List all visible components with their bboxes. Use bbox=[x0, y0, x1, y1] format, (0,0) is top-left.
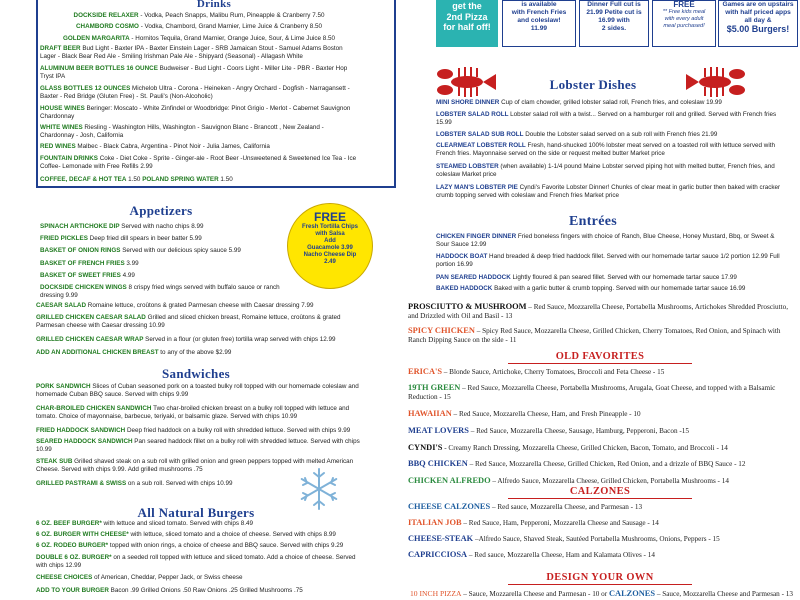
promo-line: all day & bbox=[744, 17, 772, 24]
promo-line: with half priced apps bbox=[725, 9, 791, 16]
right-menu-column bbox=[400, 0, 800, 600]
menu-item bbox=[436, 111, 788, 127]
drink-item bbox=[40, 65, 358, 81]
menu-item-name: FRIED PICKLES bbox=[40, 235, 88, 242]
design-your-own-title: DESIGN YOUR OWN bbox=[546, 572, 654, 583]
drink-name: COFFEE, DECAF & HOT TEA bbox=[40, 176, 127, 183]
pizza-item bbox=[408, 502, 793, 512]
menu-item-name: 6 OZ. RODEO BURGER* bbox=[36, 542, 109, 549]
menu-item-desc: Grilled shaved steak on a sub roll with grilled onion and green peppers topped with melted American Cheese. Served with chips 9.99. Add grilled mushrooms .75 bbox=[36, 458, 354, 474]
drink-item bbox=[40, 143, 358, 151]
drink-desc: - Vodka, Peach Snapps, Malibu Rum, Pineapple & Cranberry 7.50 bbox=[138, 12, 325, 19]
promo-box bbox=[652, 0, 716, 47]
pizza-name: 19TH GREEN bbox=[408, 383, 461, 392]
lobster-dishes-title: Lobster Dishes bbox=[549, 77, 637, 92]
promo-line: is available bbox=[521, 1, 557, 8]
menu-item bbox=[36, 336, 366, 344]
menu-item-name: BAKED HADDOCK bbox=[436, 285, 493, 292]
drink-item bbox=[40, 23, 358, 31]
menu-item bbox=[36, 314, 366, 330]
promo-box bbox=[579, 0, 649, 47]
pizza-name: ERICA'S bbox=[408, 367, 442, 376]
menu-item-name: LOBSTER SALAD SUB ROLL bbox=[436, 131, 524, 138]
menu-item bbox=[40, 247, 290, 255]
menu-item-name: SPINACH ARTICHOKE DIP bbox=[40, 223, 120, 230]
menu-item-name: ADD TO YOUR BURGER bbox=[36, 587, 109, 594]
pizza-name: ITALIAN JOB bbox=[408, 518, 462, 527]
pizza-name: SPICY CHICKEN bbox=[408, 326, 475, 335]
menu-item-name: GRILLED CHICKEN CAESAR SALAD bbox=[36, 314, 146, 321]
pizza-desc: –Alfredo Sauce, Shaved Steak, Sautéed Portabella Mushrooms, Onions, Peppers - 15 bbox=[473, 535, 720, 543]
menu-item-desc: Cyndi's Favorite Lobster Dinner! Chunks of clear meat in garlic butter then baked with cracker crumb topping served with coleslaw and French fries Market price bbox=[436, 184, 781, 200]
menu-item-name: CHAR-BROILED CHICKEN SANDWICH bbox=[36, 405, 152, 412]
drink-name: ALUMINUM BEER BOTTLES 16 OUNCE bbox=[40, 65, 158, 72]
appetizers-title: Appetizers bbox=[129, 203, 193, 218]
promo-box bbox=[436, 0, 498, 47]
menu-item-desc: Fresh, hand-shucked 100% lobster meat served on a toasted roll with lettuce served with French fries. Mayonnaise served on the side or request melted butter Market price bbox=[436, 142, 776, 158]
menu-item-desc: Fried boneless fingers with choice of Ranch, Blue Cheese, Honey Mustard, Bbq, or Sweet & Sour Sauce 12.99 bbox=[436, 233, 775, 249]
pizza-name: CHEESE CALZONES bbox=[408, 502, 491, 511]
menu-item-name: SEARED HADDOCK SANDWICH bbox=[36, 438, 133, 445]
pizza-desc: – Blonde Sauce, Artichoke, Cherry Tomatoes, Broccoli and Feta Cheese - 15 bbox=[441, 368, 665, 376]
menu-item-desc: topped with onion rings, a choice of cheese and BBQ sauce. Served with chips 9.29 bbox=[108, 542, 344, 549]
menu-item-desc: 3.99 bbox=[124, 260, 139, 267]
menu-item bbox=[436, 142, 788, 158]
menu-item-name: 6 OZ. BEEF BURGER* bbox=[36, 520, 102, 527]
menu-item bbox=[40, 235, 290, 243]
menu-item bbox=[436, 285, 788, 293]
promo-line: Games are on upstairs bbox=[722, 1, 794, 8]
drink-name: WHITE WINES bbox=[40, 124, 83, 131]
menu-item bbox=[36, 349, 366, 357]
pizza-name: CHICKEN ALFREDO bbox=[408, 476, 491, 485]
menu-item bbox=[36, 520, 366, 528]
promo-line: 16.99 with bbox=[598, 17, 630, 24]
promo-line: 2 sides. bbox=[601, 25, 627, 32]
drink-name: POLAND SPRING WATER bbox=[142, 176, 219, 183]
drink-desc: Malbec - Black Cabra, Argentina - Pinot Noir - Julia James, California bbox=[75, 143, 270, 150]
menu-item-name: CAESAR SALAD bbox=[36, 302, 87, 309]
menu-item-desc: Lightly floured & pan seared fillet. Served with our homemade tartar sauce 17.99 bbox=[510, 274, 737, 281]
promo-line: 11.99 bbox=[530, 25, 548, 32]
calzones-title: CALZONES bbox=[569, 486, 631, 497]
entrees-title: Entrées bbox=[569, 214, 617, 229]
menu-item bbox=[36, 574, 366, 582]
pizza-desc: – Red Sauce, Mozzarella Cheese, Ham, and Fresh Pineapple - 10 bbox=[451, 410, 641, 418]
menu-item-name: STEAK SUB bbox=[36, 458, 73, 465]
drink-item bbox=[40, 176, 358, 184]
menu-item-desc: Bacon .99 Grilled Onions .50 Raw Onions .25 Grilled Mushrooms .75 bbox=[108, 587, 303, 594]
pizza-size-label: 10 INCH PIZZA bbox=[410, 589, 462, 598]
menu-item-name: DOCKSIDE CHICKEN WINGS bbox=[40, 284, 127, 291]
drinks-title: Drinks bbox=[196, 0, 232, 10]
menu-item-desc: on a seeded roll topped with lettuce and sliced tomato. Add a choice of cheese. Served with chips 12.99 bbox=[36, 554, 356, 570]
menu-item bbox=[36, 438, 366, 454]
menu-item-desc: to any of the above $2.99 bbox=[158, 349, 232, 356]
pizza-item bbox=[408, 409, 793, 419]
promo-line: 2nd Pizza bbox=[446, 11, 488, 22]
promo-line: $5.00 Burgers! bbox=[726, 24, 790, 34]
menu-item-desc: Hand breaded & deep fried haddock fillet. Served with our homemade tartar sauce 1/2 portion 12.99 Full portion 16.99 bbox=[436, 253, 780, 269]
menu-item-name: BASKET OF ONION RINGS bbox=[40, 247, 121, 254]
promo-box bbox=[502, 0, 576, 47]
menu-item-desc: Baked with a garlic butter & crumb topping. Served with our homemade tartar sauce 16.99 bbox=[492, 285, 746, 292]
promo-line: with every adult bbox=[664, 16, 704, 22]
menu-item-name: CHEESE CHOICES bbox=[36, 574, 93, 581]
menu-item bbox=[36, 542, 366, 550]
drink-name: DOCKSIDE RELAXER bbox=[73, 12, 139, 19]
menu-item-name: MINI SHORE DINNER bbox=[436, 99, 500, 106]
menu-item-desc: Slices of Cuban seasoned pork on a toasted bulky roll topped with our homemade coleslaw and homemade Cuban BBQ sauce. Served with chips 9.99 bbox=[36, 383, 359, 399]
menu-item bbox=[36, 587, 366, 595]
pizza-desc: – Red Sauce, Mozzarella Cheese, Portabella Mushrooms, Arugala, Goat Cheese, and topped with a Balsamic Reduction - 15 bbox=[408, 384, 776, 401]
menu-item-desc: Pan seared haddock fillet on a bulky roll with shredded lettuce. Served with chips 10.99 bbox=[36, 438, 360, 454]
menu-item bbox=[40, 284, 290, 300]
design-your-own-rule bbox=[508, 584, 692, 585]
burgers-title: All Natural Burgers bbox=[137, 505, 255, 520]
menu-item bbox=[36, 554, 366, 570]
old-favorites-title: OLD FAVORITES bbox=[555, 351, 645, 362]
drink-name: FOUNTAIN DRINKS bbox=[40, 155, 98, 162]
promo-line: with French Fries bbox=[511, 9, 567, 16]
promo-line: meal purchased! bbox=[663, 23, 705, 29]
pizza-item bbox=[408, 383, 793, 402]
pizza-name: CYNDI'S bbox=[408, 443, 443, 452]
menu-item-name: LAZY MAN'S LOBSTER PIE bbox=[436, 184, 518, 191]
pizza-item bbox=[408, 550, 793, 560]
menu-item-desc: Double the Lobster salad served on a sub roll with French fries 21.99 bbox=[523, 131, 718, 138]
drink-name: GLASS BOTTLES 12 OUNCES bbox=[40, 85, 131, 92]
calzones-desc: – Sauce, Mozzarella Cheese and Parmesan - 13 bbox=[655, 590, 793, 598]
drink-desc: Budweiser - Bud Light - Coors Light - Miller Lite - PBR - Baxter Hop Tryst IPA bbox=[40, 65, 348, 81]
menu-item-desc: Cup of clam chowder, grilled lobster salad roll, French fries, and coleslaw 19.99 bbox=[499, 99, 722, 106]
pizza-name: CHEESE-STEAK bbox=[408, 534, 474, 543]
free-badge-line: Guacamole 3.99 bbox=[307, 245, 353, 251]
pizza-desc: - Creamy Ranch Dressing, Mozzarella Cheese, Grilled Chicken, Bacon, Tomato, and Broccoli - 14 bbox=[442, 444, 728, 452]
menu-item-name: CHICKEN FINGER DINNER bbox=[436, 233, 517, 240]
lobster-icon bbox=[430, 62, 504, 100]
pizza-desc: – Red sauce, Mozzarella Cheese, and Parmesan - 13 bbox=[490, 503, 643, 511]
drink-desc: 1.50 bbox=[218, 176, 233, 183]
menu-item-desc: Romaine lettuce, croûtons & grated Parmesan cheese with Caesar dressing 7.99 bbox=[86, 302, 314, 309]
pizza-item bbox=[408, 518, 793, 528]
menu-item-name: LOBSTER SALAD ROLL bbox=[436, 111, 509, 118]
drink-desc: Bud Light - Baxter IPA - Baxter Einstein Lager - SRB Jamaican Stout - Samuel Adams Boston Lager - Black Bear Red Ale - Smiling Irishman Pale Ale - Shipyard (Seasonal) - Allagash White bbox=[40, 45, 343, 61]
menu-item-name: DOUBLE 6 OZ. BURGER* bbox=[36, 554, 112, 561]
menu-item-name: 6 OZ. BURGER WITH CHEESE* bbox=[36, 531, 129, 538]
pizza-desc: – Red Sauce, Mozzarella Cheese, Grilled Chicken, Red Onion, and a drizzle of BBQ Sauce - 12 bbox=[467, 460, 746, 468]
menu-item-name: PAN SEARED HADDOCK bbox=[436, 274, 511, 281]
drink-name: CHAMBORD COSMO bbox=[75, 23, 139, 30]
pizza-desc: – Red Sauce, Mozzarella Cheese, Sausage, Hamburg, Pepperoni, Bacon -15 bbox=[468, 427, 689, 435]
menu-item-desc: with lettuce, sliced tomato and a choice of cheese. Served with chips 8.99 bbox=[128, 531, 336, 538]
menu-item bbox=[40, 260, 290, 268]
drink-item bbox=[40, 105, 358, 121]
promo-line: and coleslaw! bbox=[517, 17, 561, 24]
promo-line: for half off! bbox=[443, 22, 491, 32]
menu-item bbox=[40, 272, 290, 280]
pizza-item bbox=[408, 443, 793, 453]
menu-item-desc: Served with nacho chips 8.99 bbox=[119, 223, 204, 230]
pizza-name: CAPRICCIOSA bbox=[408, 550, 468, 559]
sandwiches-title: Sandwiches bbox=[161, 366, 231, 381]
menu-item bbox=[36, 531, 366, 539]
menu-item-desc: on a sub roll. Served with chips 10.99 bbox=[126, 480, 233, 487]
menu-item bbox=[436, 253, 788, 269]
drink-item bbox=[40, 155, 358, 171]
pizza-name: MEAT LOVERS bbox=[408, 426, 469, 435]
promo-line: get the bbox=[452, 1, 482, 11]
pizza-item bbox=[408, 426, 793, 436]
promo-line: FREE bbox=[673, 0, 695, 9]
menu-item-name: CLEARMEAT LOBSTER ROLL bbox=[436, 142, 526, 149]
drink-desc: Coke - Diet Coke - Sprite - Ginger-ale - Root Beer -Unsweetened & Sweetened Ice Tea - Ice Coffee- Lemonade with Free Refills 2.99 bbox=[40, 155, 357, 171]
menu-item bbox=[436, 184, 788, 200]
drink-item bbox=[40, 85, 358, 101]
pizza-desc: – Red Sauce, Mozzarella Cheese, Portabella Mushrooms, Artichokes Shredded Prosciutto, and Drizzled with Oil and Basil - 13 bbox=[408, 303, 788, 320]
drink-desc: - Vodka, Chambord, Grand Marnier, Lime Juice & Cranberry 8.50 bbox=[138, 23, 322, 30]
pizza-name: PROSCIUTTO & MUSHROOM bbox=[408, 302, 527, 311]
menu-item bbox=[436, 131, 788, 139]
drink-desc: Michelob Ultra - Corona - Heineken - Angry Orchard - Dogfish - Narragansett - Baxter - Red Bridge (Gluten Free) - St. Pauli's (Non-Alcoholic) bbox=[40, 85, 350, 101]
drink-name: HOUSE WINES bbox=[40, 105, 85, 112]
drink-desc: Beringer: Moscato - White Zinfindel or Woodbridge: Pinot Grigio - Merlot - Cabernet Sauvignon Chardonnay bbox=[40, 105, 351, 121]
menu-item-name: HADDOCK BOAT bbox=[436, 253, 488, 260]
drink-desc: Riesling - Washington Hills, Washington - Sauvignon Blanc - Brancott , New Zealand - Chardonnay - Josh, California bbox=[40, 124, 324, 140]
menu-item-name: GRILLED PASTRAMI & SWISS bbox=[36, 480, 127, 487]
pizza-desc: – Spicy Red Sauce, Mozzarella Cheese, Grilled Chicken, Cherry Tomatoes, Red Onion, and Spinach with Ranch Dipping Sauce on the side - 11 bbox=[408, 327, 781, 344]
promo-line: Dinner Full cut is bbox=[587, 1, 641, 8]
pizza-item bbox=[408, 534, 793, 544]
pizza-item bbox=[408, 302, 793, 321]
pizza-item bbox=[408, 476, 793, 486]
menu-item-desc: Two char-broiled chicken breast on a bulky roll topped with lettuce and tomato. Choice of mayonnaise, barbecue, teriyaki, or balsamic glaze. Served with chips 10.99 bbox=[36, 405, 350, 421]
drink-item bbox=[40, 124, 358, 140]
promo-line: 21.99 Petite cut is bbox=[586, 9, 642, 16]
drink-desc: 1.50 bbox=[126, 176, 143, 183]
left-menu-column bbox=[0, 0, 392, 600]
menu-item bbox=[36, 383, 366, 399]
promo-line: ** Free kids meal bbox=[662, 9, 706, 15]
menu-item-desc: 4.99 bbox=[120, 272, 135, 279]
pizza-name: BBQ CHICKEN bbox=[408, 459, 468, 468]
design-your-own-line bbox=[410, 589, 795, 599]
menu-item bbox=[40, 223, 290, 231]
menu-item-name: ADD AN ADDITIONAL CHICKEN BREAST bbox=[36, 349, 159, 356]
menu-item bbox=[36, 427, 366, 435]
menu-item-desc: Lobster salad roll with a twist... Served on a hamburger roll and grilled. Served with French fries 15.99 bbox=[436, 111, 777, 127]
drink-name: RED WINES bbox=[40, 143, 76, 150]
free-badge-line: 2.49 bbox=[324, 259, 336, 265]
menu-item-desc: Grilled and sliced chicken breast, Romaine lettuce, croûtons & grated Parmesan cheese with Caesar dressing 10.99 bbox=[36, 314, 341, 330]
menu-item-name: GRILLED CHICKEN CAESAR WRAP bbox=[36, 336, 144, 343]
old-favorites-rule bbox=[508, 363, 692, 364]
free-badge-big: FREE bbox=[313, 210, 346, 224]
calzones-rule bbox=[508, 498, 692, 499]
menu-item-name: FRIED HADDOCK SANDWICH bbox=[36, 427, 126, 434]
menu-item-desc: Served with our delicious spicy sauce 5.99 bbox=[120, 247, 241, 254]
drink-name: GOLDEN MARGARITA bbox=[62, 35, 130, 42]
free-chips-badge bbox=[287, 203, 373, 289]
promo-box bbox=[718, 0, 798, 47]
drink-name: DRAFT BEER bbox=[40, 45, 81, 52]
free-badge-line: Add bbox=[324, 238, 336, 244]
free-badge-line: Fresh Tortilla Chips bbox=[302, 224, 358, 230]
drink-desc: - Hornitos Tequila, Grand Marnier, Orange Juice, Sour, & Lime Juice 8.50 bbox=[129, 35, 336, 42]
menu-item bbox=[436, 99, 788, 107]
menu-item-desc: 8 crispy fried wings served with buffalo sauce or ranch dressing 9.99 bbox=[40, 284, 280, 300]
menu-item-desc: Deep fried haddock on a bulky roll with shredded lettuce. Served with chips 9.99 bbox=[125, 427, 351, 434]
pizza-name: HAWAIIAN bbox=[408, 409, 452, 418]
free-badge-line: Nacho Cheese Dip bbox=[303, 252, 357, 258]
drink-item bbox=[40, 35, 358, 43]
lobster-icon bbox=[678, 62, 752, 100]
menu-item bbox=[436, 163, 788, 179]
pizza-desc: – Red sauce, Mozzarella Cheese, Ham and Kalamata Olives - 14 bbox=[467, 551, 655, 559]
menu-item-name: BASKET OF FRENCH FRIES bbox=[40, 260, 125, 267]
pizza-size-desc: – Sauce, Mozzarella Cheese and Parmesan - 10 or bbox=[461, 590, 609, 598]
menu-item bbox=[436, 233, 788, 249]
menu-item-desc: (when available) 1-1/4 pound Maine Lobster served piping hot with melted butter, French fries, and coleslaw Market price bbox=[436, 163, 775, 179]
drink-item bbox=[40, 12, 358, 20]
menu-item bbox=[36, 302, 366, 310]
pizza-desc: – Red Sauce, Ham, Pepperoni, Mozzarella Cheese and Sausage - 14 bbox=[461, 519, 659, 527]
menu-item-desc: Deep fried dill spears in beer batter 5.99 bbox=[87, 235, 202, 242]
menu-item bbox=[36, 405, 366, 421]
menu-item-desc: with lettuce and sliced tomato. Served with chips 8.49 bbox=[101, 520, 253, 527]
pizza-item bbox=[408, 367, 793, 377]
free-badge-line: with Salsa bbox=[315, 231, 345, 237]
menu-item-name: BASKET OF SWEET FRIES bbox=[40, 272, 121, 279]
calzones-label: CALZONES bbox=[608, 589, 656, 598]
drink-item bbox=[40, 45, 358, 61]
menu-item-desc: of American, Cheddar, Pepper Jack, or Swiss cheese bbox=[92, 574, 243, 581]
pizza-item bbox=[408, 459, 793, 469]
pizza-desc: – Alfredo Sauce, Mozzarella Cheese, Grilled Chicken, Portabella Mushrooms - 14 bbox=[490, 477, 729, 485]
menu-item-name: PORK SANDWICH bbox=[36, 383, 91, 390]
menu-item-desc: Served in a flour (or gluten free) tortilla wrap served with chips 12.99 bbox=[143, 336, 336, 343]
pizza-item bbox=[408, 326, 793, 345]
menu-item-name: STEAMED LOBSTER bbox=[436, 163, 499, 170]
menu-item bbox=[436, 274, 788, 282]
